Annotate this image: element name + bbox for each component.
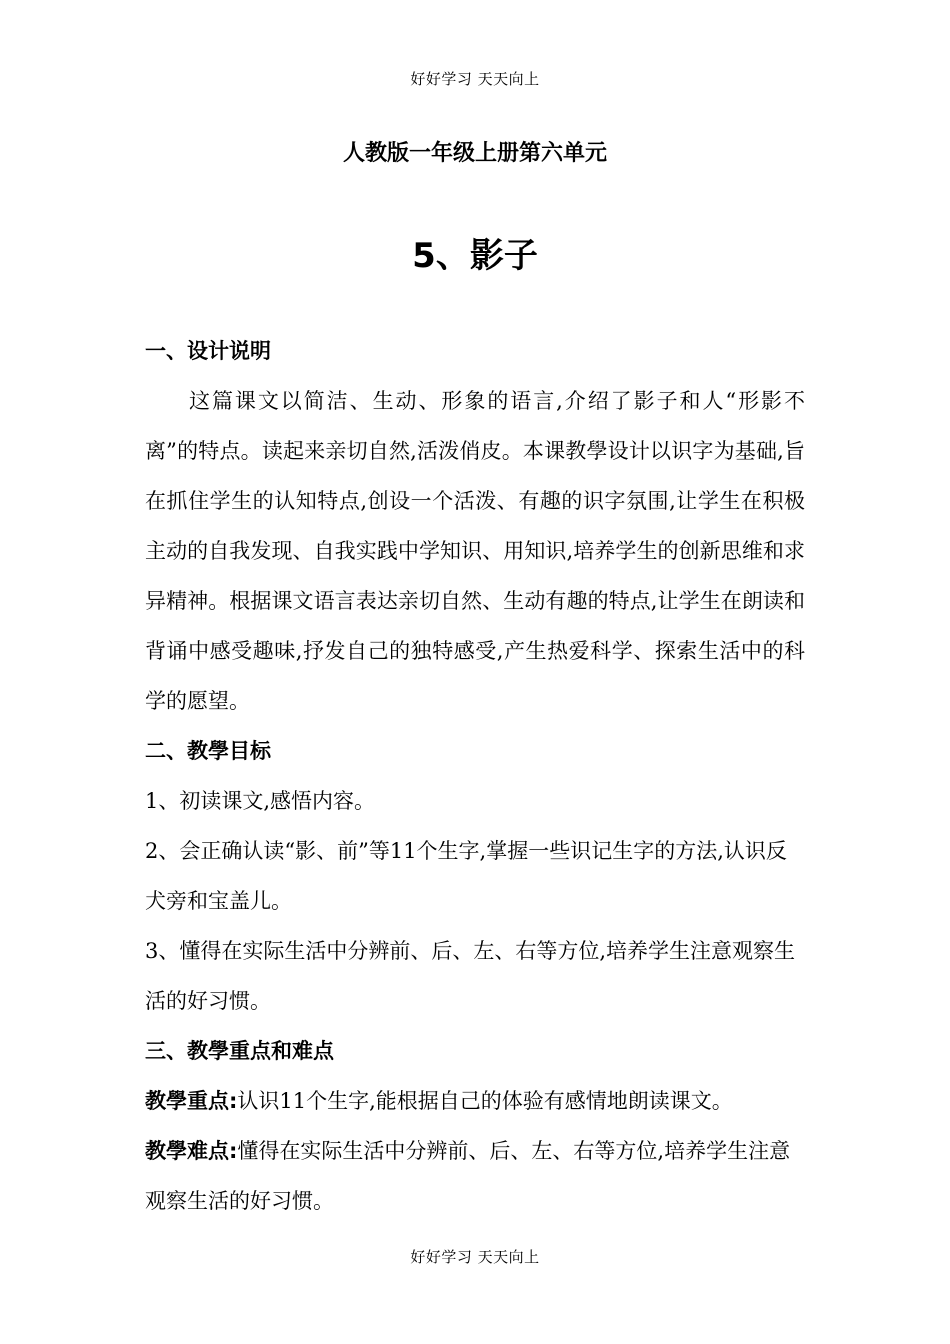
objective-item-1: 1、初读课文,感悟内容。 <box>145 789 376 813</box>
key-point-text: 认识11个生字,能根据自己的体验有感情地朗读课文。 <box>237 1089 733 1113</box>
section-heading-design: 一、设计说明 <box>145 339 271 363</box>
key-point-line <box>145 1076 805 1126</box>
design-description-paragraph: 这篇课文以简洁、生动、形象的语言,介绍了影子和人“形影不离”的特点。读起来亲切自然,活泼俏皮。本课教學设计以识字为基础,旨在抓住学生的认知特点,创设一个活泼、有趣的识字氛围,让学生在积极主动的自我发现、自我实践中学知识、用知识,培养学生的创新思维和求异精神。根据课文语言表达亲切自然、生动有趣的特点,让学生在朗读和背诵中感受趣味,抒发自己的独特感受,产生热爱科学、探索生活中的科学的愿望。 <box>145 389 805 713</box>
unit-title: 人教版一年级上册第六单元 <box>342 141 607 166</box>
lesson-title: 5、影子 <box>412 236 538 276</box>
document-body <box>145 326 805 1226</box>
section-heading-key-points: 三、教學重点和难点 <box>145 1039 334 1063</box>
difficulty-line <box>145 1126 805 1226</box>
page-footer: 好好学习 天天向上 <box>410 1248 540 1266</box>
difficulty-text: 懂得在实际生活中分辨前、后、左、右等方位,培养学生注意观察生活的好习惯。 <box>145 1139 791 1213</box>
objective-item-3: 3、懂得在实际生活中分辨前、后、左、右等方位,培养学生注意观察生活的好习惯。 <box>145 939 796 1013</box>
objective-item-2: 2、会正确认读“影、前”等11个生字,掌握一些识记生字的方法,认识反犬旁和宝盖儿。 <box>145 839 787 913</box>
difficulty-label: 教學难点: <box>145 1139 238 1163</box>
key-point-label: 教學重点: <box>145 1089 238 1113</box>
page-header: 好好学习 天天向上 <box>410 70 540 88</box>
section-heading-objectives: 二、教學目标 <box>145 739 271 763</box>
